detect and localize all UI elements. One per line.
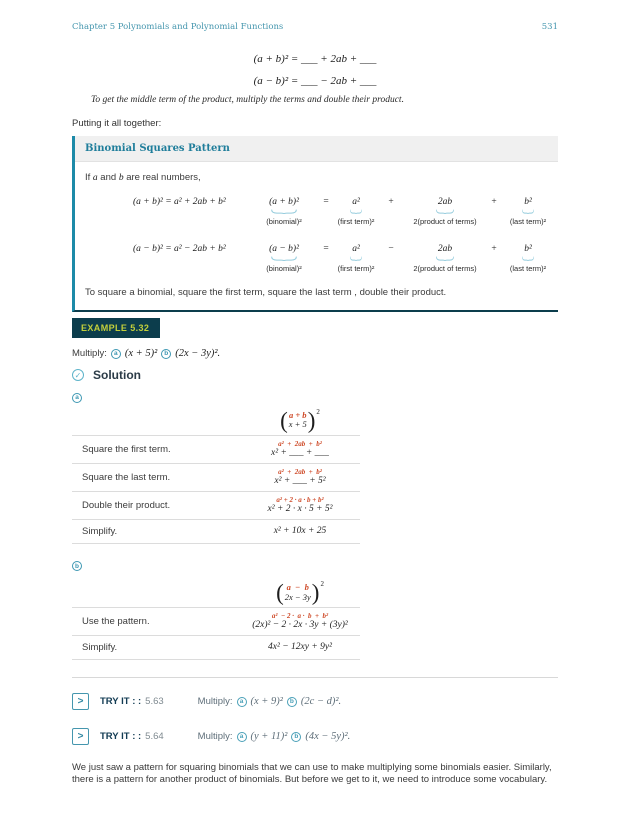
term-binomial bbox=[255, 243, 313, 273]
part-b-section-marker bbox=[72, 560, 558, 572]
section-divider bbox=[72, 677, 558, 678]
plus-sign bbox=[481, 243, 507, 255]
closing-paragraph: We just saw a pattern for squaring binomials that we can use to make multiplying some binomials easier. Similarly, there is a pattern for another product of binomials. But before we get to it, we need to introduce some vocabulary. bbox=[72, 762, 552, 785]
expression-a: (x + 9)² bbox=[250, 696, 283, 707]
var-a: a bbox=[92, 173, 98, 183]
pattern-box-header bbox=[75, 136, 558, 162]
underbrace-icon bbox=[271, 209, 297, 214]
checkmark-icon: ✓ bbox=[72, 369, 84, 381]
fill-in-equations bbox=[72, 48, 558, 92]
part-a-marker-icon: a bbox=[237, 697, 247, 707]
term-text: 2ab bbox=[437, 197, 453, 207]
term-first bbox=[339, 196, 373, 226]
term-text: b² bbox=[524, 197, 532, 207]
spacer bbox=[72, 579, 240, 607]
minus-sign bbox=[373, 243, 409, 255]
pattern-overlay: a² + 2 · a · b + b² bbox=[276, 495, 324, 504]
work-line: x² + ___ + 5² bbox=[274, 475, 326, 486]
underbrace-icon bbox=[436, 209, 454, 214]
pattern-row-minus bbox=[85, 243, 552, 273]
term-product bbox=[409, 196, 481, 226]
step-math bbox=[240, 526, 360, 537]
step-label: Square the last term. bbox=[82, 471, 171, 483]
left-paren: ( bbox=[276, 580, 284, 605]
part-a-marker-icon: a bbox=[237, 732, 247, 742]
equation-a-plus-b: (a + b)² = ___ + 2ab + ___ bbox=[253, 53, 377, 65]
example-prompt bbox=[72, 348, 558, 359]
term-text: a² bbox=[352, 197, 360, 207]
term-text: a² bbox=[352, 244, 360, 254]
try-it-prompt bbox=[198, 731, 351, 742]
try-it-label: TRY IT : : bbox=[100, 696, 142, 707]
middle-term-note: To get the middle term of the product, multiply the terms and double their product. bbox=[91, 95, 404, 105]
left-paren: ( bbox=[280, 407, 288, 433]
part-a-steps-table bbox=[72, 407, 360, 544]
term-product bbox=[409, 243, 481, 273]
operator-text: − bbox=[388, 244, 394, 254]
step-row bbox=[72, 635, 360, 659]
underbrace-icon bbox=[350, 209, 362, 214]
step-row bbox=[72, 519, 360, 543]
term-last bbox=[507, 243, 549, 273]
expression-b: (4x − 5y)². bbox=[305, 731, 351, 742]
try-it-row-563 bbox=[72, 693, 558, 710]
intro-text: If bbox=[85, 172, 93, 183]
step-row bbox=[72, 435, 360, 463]
expression-b: (2c − d)². bbox=[300, 696, 342, 707]
step-row bbox=[72, 491, 360, 519]
intro-text: and bbox=[97, 172, 119, 183]
try-it-prompt bbox=[198, 696, 342, 707]
step-math bbox=[240, 642, 360, 653]
part-b-marker-icon: b bbox=[287, 697, 297, 707]
binomial-stack bbox=[284, 583, 312, 602]
underbrace-icon bbox=[271, 256, 297, 261]
pattern-row-plus bbox=[85, 196, 552, 226]
pattern-box-body bbox=[75, 162, 558, 310]
underbrace-icon bbox=[522, 209, 534, 214]
page-header bbox=[72, 22, 558, 32]
work-line: (2x)² − 2 · 2x · 3y + (3y)² bbox=[252, 620, 348, 630]
try-it-number: 5.64 bbox=[145, 731, 164, 742]
try-it-row-564 bbox=[72, 728, 558, 745]
right-paren: ) bbox=[307, 407, 316, 433]
step-label: Simplify. bbox=[82, 642, 118, 653]
stacked-binomial bbox=[280, 407, 320, 433]
binomial-wrap bbox=[240, 579, 360, 607]
work-line: x² + 10x + 25 bbox=[273, 525, 327, 536]
step-label: Use the pattern. bbox=[82, 616, 150, 627]
pattern-grid-minus bbox=[255, 243, 549, 273]
pattern-overlay: a² + 2ab + b² bbox=[278, 467, 322, 476]
part-a-section-marker bbox=[72, 391, 558, 403]
spacer bbox=[72, 407, 240, 435]
term-label: (last term)² bbox=[509, 264, 547, 273]
term-first bbox=[339, 243, 373, 273]
operator-text: + bbox=[491, 197, 497, 207]
term-label: (first term)² bbox=[337, 264, 375, 273]
part-b-binomial-row bbox=[72, 579, 360, 607]
term-label: 2(product of terms) bbox=[413, 217, 477, 226]
step-math bbox=[240, 496, 360, 515]
try-it-label: TRY IT : : bbox=[100, 731, 142, 742]
binomial-squares-pattern-box bbox=[72, 136, 558, 312]
term-text: 2ab bbox=[437, 244, 453, 254]
step-row bbox=[72, 607, 360, 635]
term-text: b² bbox=[524, 244, 532, 254]
underbrace-icon bbox=[436, 256, 454, 261]
pattern-grid-plus bbox=[255, 196, 549, 226]
stacked-binomial bbox=[276, 582, 324, 603]
term-label: (last term)² bbox=[509, 217, 547, 226]
step-label: Square the first term. bbox=[82, 443, 171, 455]
pattern-overlay: a² + 2ab + b² bbox=[278, 439, 322, 448]
term-label: (binomial)² bbox=[266, 264, 302, 273]
work-binomial: 2x − 3y bbox=[284, 591, 311, 602]
step-math bbox=[240, 612, 360, 631]
pattern-overlay: a² − 2 · a · b + b² bbox=[271, 612, 329, 620]
term-last bbox=[507, 196, 549, 226]
step-label: Double their product. bbox=[82, 499, 171, 511]
step-row bbox=[72, 463, 360, 491]
pattern-binomial: a − b bbox=[286, 582, 309, 592]
multiply-label: Multiply: bbox=[72, 348, 107, 359]
work-binomial: x + 5 bbox=[288, 419, 307, 429]
part-a-marker-icon: a bbox=[72, 393, 82, 403]
part-b-marker-icon: b bbox=[72, 561, 82, 571]
operator-text: = bbox=[323, 197, 329, 207]
pattern-equation-plus: (a + b)² = a² + 2ab + b² bbox=[133, 197, 226, 207]
part-b-marker-icon: b bbox=[161, 349, 171, 359]
lead-in-text: Putting it all together: bbox=[72, 118, 162, 129]
term-label: (first term)² bbox=[337, 217, 375, 226]
pattern-equation-minus: (a − b)² = a² − 2ab + b² bbox=[133, 244, 226, 254]
binomial-wrap bbox=[240, 407, 360, 435]
solution-heading bbox=[72, 368, 558, 382]
work-line: x² + 2 · x · 5 + 5² bbox=[267, 503, 333, 514]
binomial-exponent: 2 bbox=[320, 580, 324, 588]
part-b-steps-table bbox=[72, 579, 360, 660]
chevron-right-icon[interactable]: > bbox=[72, 728, 89, 745]
underbrace-icon bbox=[350, 256, 362, 261]
example-badge: EXAMPLE 5.32 bbox=[72, 318, 160, 338]
pattern-intro bbox=[85, 172, 552, 183]
operator-text: = bbox=[323, 244, 329, 254]
term-text: (a − b)² bbox=[269, 244, 299, 254]
term-text: (a + b)² bbox=[269, 197, 299, 207]
part-a-binomial-row bbox=[72, 407, 360, 435]
equals-sign bbox=[313, 196, 339, 208]
operator-text: + bbox=[388, 197, 394, 207]
expression-a: (y + 11)² bbox=[250, 731, 288, 742]
pattern-box-title: Binomial Squares Pattern bbox=[85, 143, 230, 154]
binomial-stack bbox=[288, 411, 308, 430]
term-label: 2(product of terms) bbox=[413, 264, 477, 273]
plus-sign bbox=[373, 196, 409, 208]
part-a-marker-icon: a bbox=[111, 349, 121, 359]
step-label: Simplify. bbox=[82, 525, 118, 537]
equation-a-minus-b: (a − b)² = ___ − 2ab + ___ bbox=[253, 75, 377, 87]
equals-sign bbox=[313, 243, 339, 255]
plus-sign bbox=[481, 196, 507, 208]
chapter-title: Chapter 5 Polynomials and Polynomial Functions bbox=[72, 22, 284, 32]
part-b-marker-icon: b bbox=[291, 732, 301, 742]
term-binomial bbox=[255, 196, 313, 226]
work-line: 4x² − 12xy + 9y² bbox=[268, 642, 332, 652]
underbrace-icon bbox=[522, 256, 534, 261]
step-math bbox=[240, 468, 360, 487]
operator-text: + bbox=[491, 244, 497, 254]
binomial-exponent: 2 bbox=[316, 407, 320, 416]
expression-a: (x + 5)² bbox=[124, 348, 158, 359]
work-line: x² + ___ + ___ bbox=[271, 447, 329, 458]
intro-text: are real numbers, bbox=[123, 172, 201, 183]
right-paren: ) bbox=[311, 580, 320, 605]
var-b: b bbox=[118, 173, 124, 183]
term-label: (binomial)² bbox=[266, 217, 302, 226]
page-number: 531 bbox=[541, 22, 558, 32]
chevron-right-icon[interactable]: > bbox=[72, 693, 89, 710]
step-math bbox=[240, 440, 360, 459]
pattern-binomial: a + b bbox=[288, 409, 307, 420]
try-it-number: 5.63 bbox=[145, 696, 164, 707]
multiply-label: Multiply: bbox=[197, 696, 233, 707]
solution-label: Solution bbox=[93, 368, 141, 382]
pattern-summary: To square a binomial, square the first term, square the last term , double their product. bbox=[85, 287, 447, 298]
expression-b: (2x − 3y)². bbox=[175, 348, 221, 359]
multiply-label: Multiply: bbox=[197, 731, 233, 742]
